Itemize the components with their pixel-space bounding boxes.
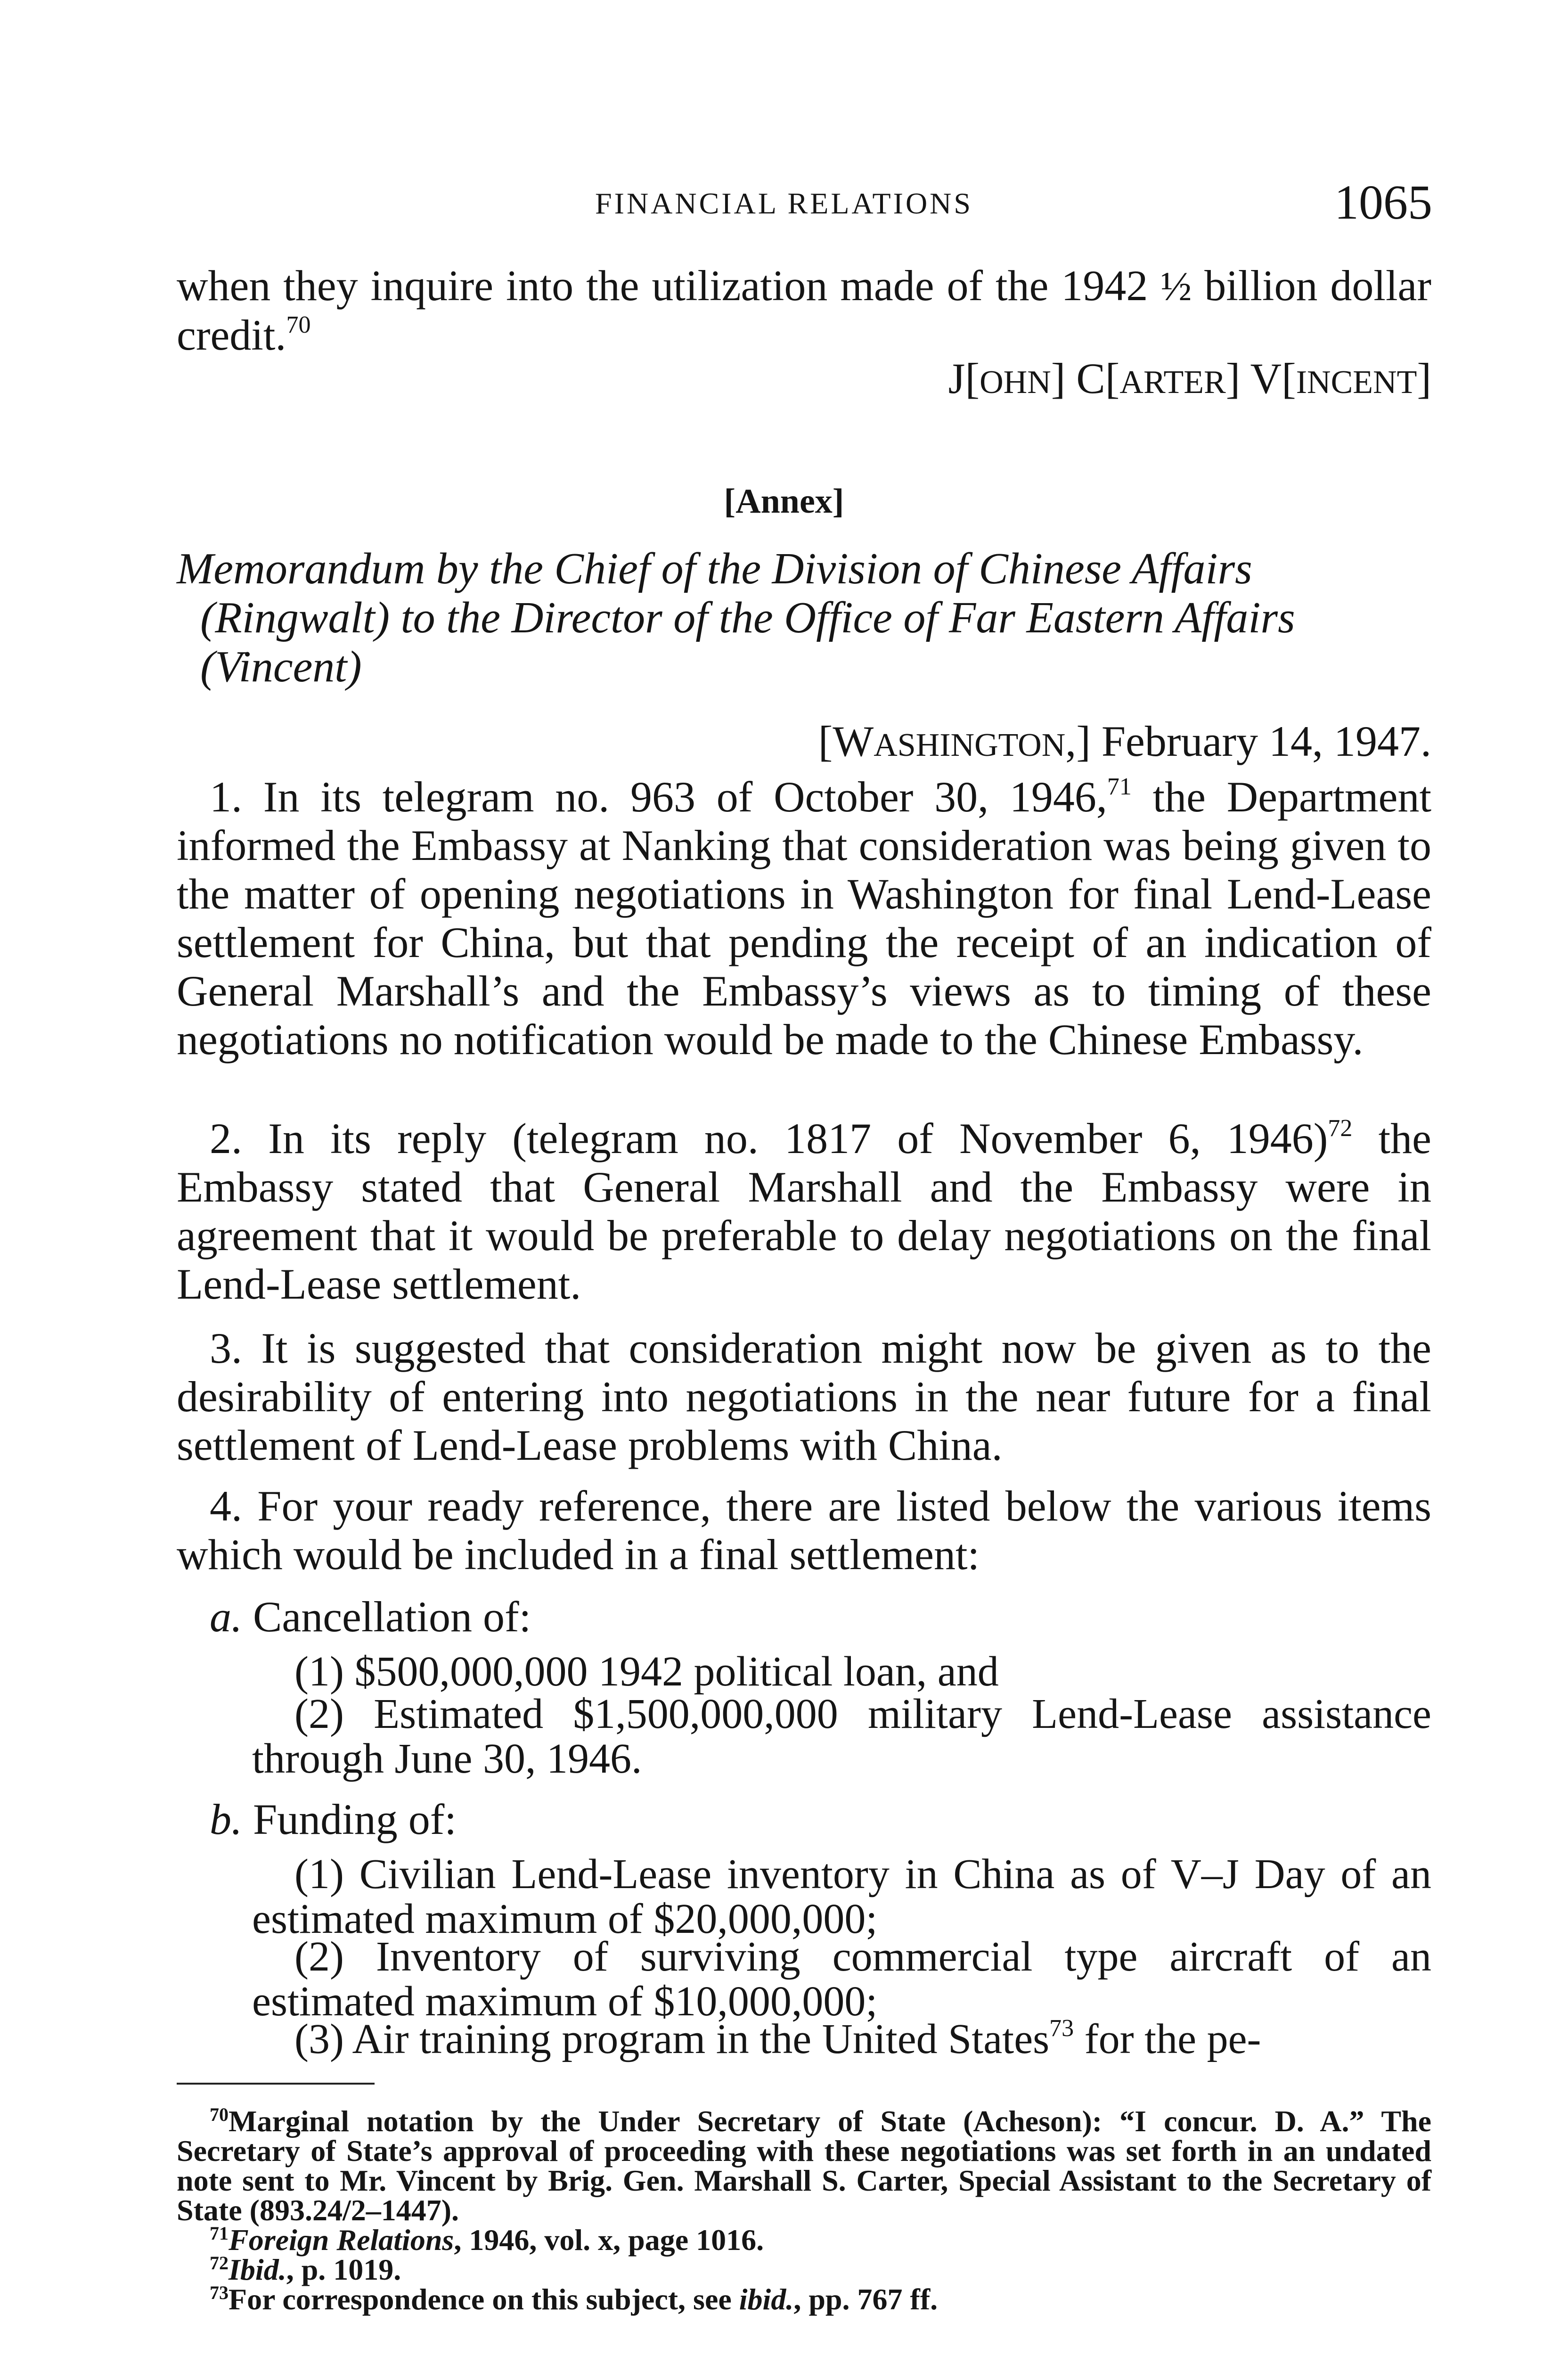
paragraph-4: 4. For your ready reference, there are listed below the various items which would be included in a final settlement: bbox=[177, 1482, 1431, 1579]
section-a-item-2: (2) Estimated $1,500,000,000 military Lend-Lease assistance through June 30, 1946. bbox=[252, 1691, 1431, 1782]
footnote-ref-70: 70 bbox=[286, 311, 311, 338]
memo-heading: Memorandum by the Chief of the Division of Chinese Affairs (Ringwalt) to the Director of the Office of Far Eastern Affairs (Vincent) bbox=[177, 544, 1295, 691]
section-a-item-1: (1) $500,000,000 1942 political loan, and bbox=[294, 1648, 999, 1695]
section-b-heading: b. Funding of: bbox=[210, 1795, 457, 1843]
footnote-ref-71: 71 bbox=[1107, 773, 1132, 800]
dateline: [WASHINGTON,] February 14, 1947. bbox=[818, 717, 1431, 765]
annex-label: [Annex] bbox=[724, 482, 844, 521]
section-b-item-2: (2) Inventory of surviving commercial type aircraft of an estimated maximum of $10,000,000; bbox=[252, 1933, 1431, 2025]
signature: J[OHN] C[ARTER] V[INCENT] bbox=[948, 354, 1431, 402]
footnote-ref-73: 73 bbox=[1049, 2015, 1074, 2042]
footnote-ref-72: 72 bbox=[1328, 1115, 1353, 1142]
footnote-73: $^{73}$For correspondence on this subject, see ibid., pp. 767 ff. bbox=[210, 2282, 938, 2316]
page-number: 1065 bbox=[1334, 175, 1432, 229]
section-b-item-1: (1) Civilian Lend-Lease inventory in China as of V–J Day of an estimated maximum of $20,000,000; bbox=[252, 1851, 1431, 1942]
footnote-72: $^{72}$Ibid., p. 1019. bbox=[210, 2252, 401, 2286]
intro-paragraph: when they inquire into the utilization made of the 1942 ½ billion dollar credit.$^{70}$ bbox=[177, 262, 1431, 359]
paragraph-1: 1. In its telegram no. 963 of October 30, 1946,71 the Department informed the Embassy at Nanking that consideration was being given to the matter of opening negotiations in Washington for final Lend-Lease settlement for China, but that pending the receipt of an indication of General Marshall’s and the Embassy’s views as to timing of these negotiations no notification would be made to the Chinese Embassy. bbox=[177, 773, 1432, 1063]
section-b-item-3: (3) Air training program in the United States$^{73}$ for the pe- bbox=[294, 2015, 1261, 2062]
footnote-70: $^{70}$Marginal notation by the Under Secretary of State (Acheson): “I concur. D. A.” The Secretary of State’s approval of proceeding with these negotiations was set forth in an undated note sent to Mr. Vincent by Brig. Gen. Marshall S. Carter, Special Assistant to the Secretary of State (893.24/2–1447). bbox=[177, 2104, 1431, 2227]
footnotes bbox=[177, 2106, 1431, 2314]
paragraph-2: 2. In its reply (telegram no. 1817 of November 6, 1946)$^{72}$ the Embassy stated that General Marshall and the Embassy were in agreement that it would be preferable to delay negotiations on the final Lend-Lease settlement. bbox=[177, 1114, 1431, 1308]
section-a-heading: a. Cancellation of: bbox=[210, 1593, 531, 1641]
running-header: FINANCIAL RELATIONS bbox=[595, 187, 973, 220]
footnote-71: $^{71}$Foreign Relations, 1946, vol. x, page 1016. bbox=[210, 2223, 764, 2257]
paragraph-3: 3. It is suggested that consideration might now be given as to the desirability of entering into negotiations in the near future for a final settlement of Lend-Lease problems with China. bbox=[177, 1324, 1431, 1469]
footnote-divider bbox=[177, 2083, 375, 2085]
